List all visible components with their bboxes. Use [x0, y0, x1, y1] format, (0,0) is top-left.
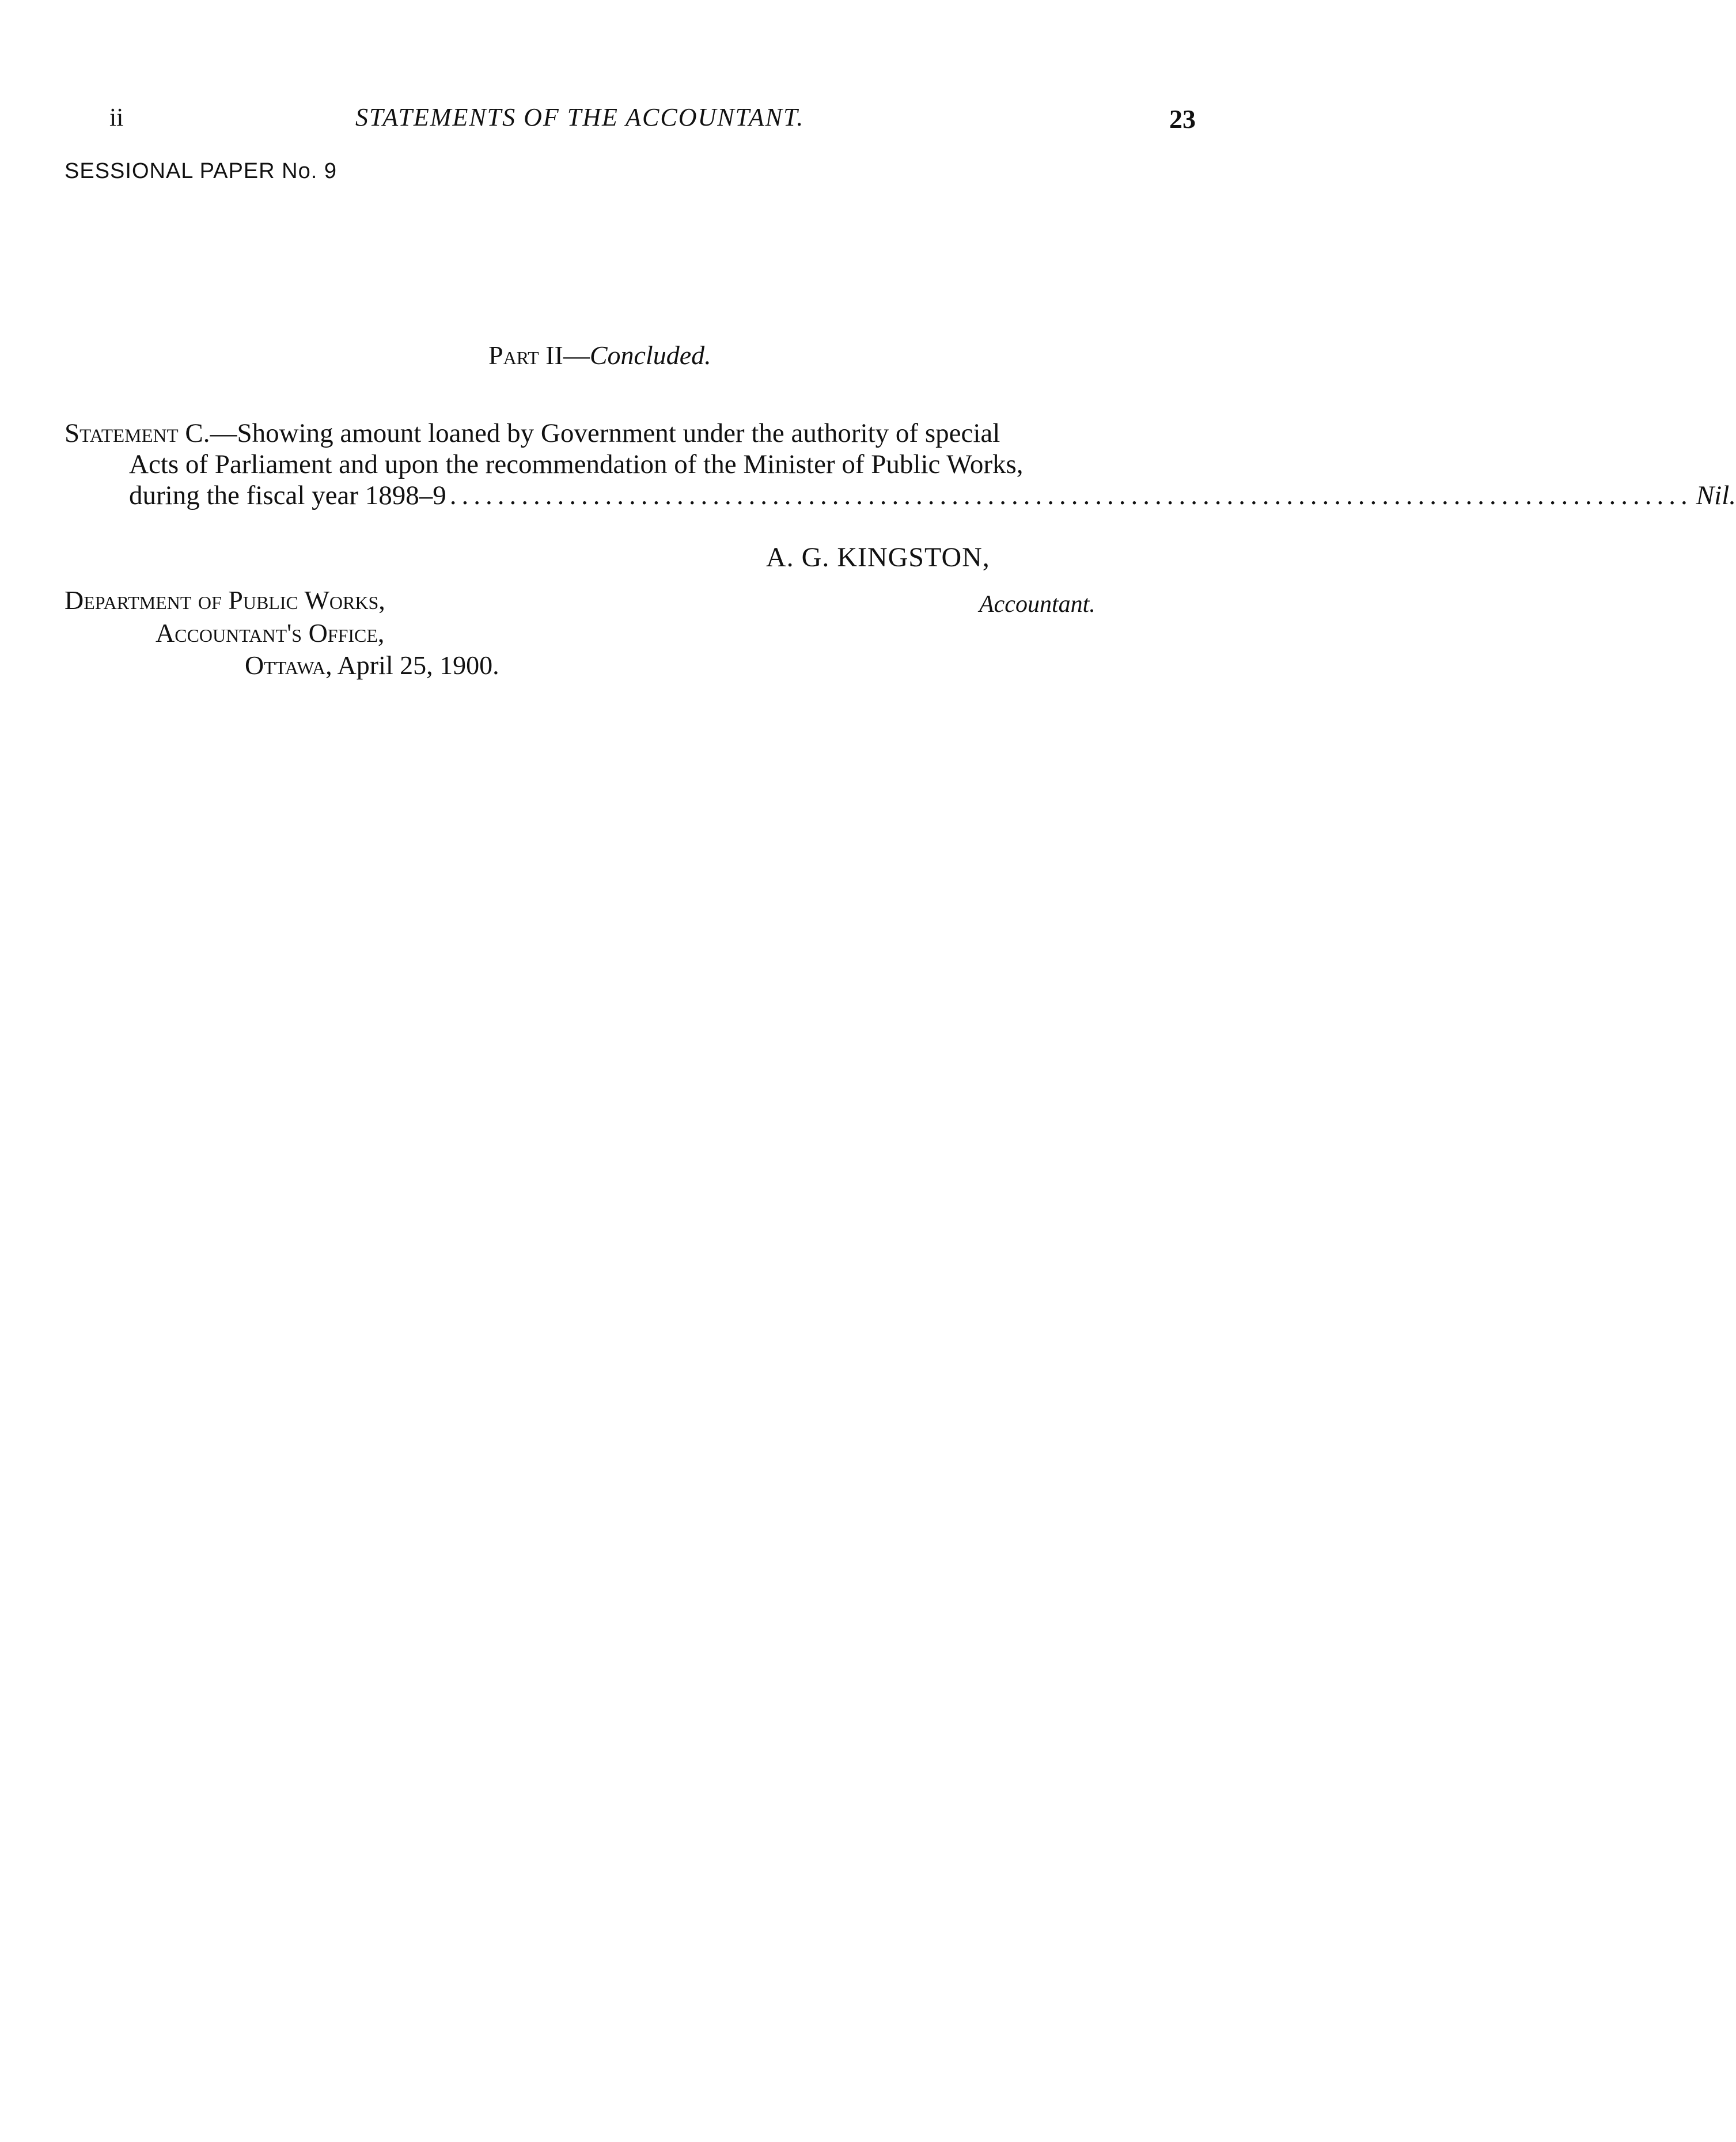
part-dash: —	[563, 340, 590, 370]
part-heading	[488, 340, 711, 370]
signer-title: Accountant.	[979, 591, 1096, 618]
address-place-date	[245, 650, 499, 680]
part-status: Concluded.	[589, 340, 711, 370]
address-department: Department of Public Works,	[65, 585, 385, 615]
address-place: Ottawa	[245, 650, 326, 680]
sessional-paper-label: SESSIONAL PAPER No. 9	[65, 159, 337, 183]
signer-name: A. G. KINGSTON,	[766, 542, 990, 573]
statement-line-2: Acts of Parliament and upon the recommendation of the Minister of Public Works,	[129, 449, 1024, 479]
dot-leader: ........................................................................................................	[449, 480, 1693, 510]
statement-amount: Nil.	[1696, 480, 1736, 510]
address-office: Accountant's Office,	[156, 618, 385, 648]
part-label: Part II	[488, 340, 563, 370]
statement-label: Statement	[65, 418, 179, 448]
statement-line-1-text: C.—Showing amount loaned by Government under the authority of special	[178, 418, 1000, 448]
running-title: STATEMENTS OF THE ACCOUNTANT.	[355, 103, 805, 131]
statement-line-1	[65, 418, 1193, 449]
statement-line-3	[65, 480, 1736, 511]
folio-numeral: ii	[109, 103, 124, 131]
statement-line-3-text: during the fiscal year 1898–9	[129, 480, 446, 510]
page-number: 23	[1169, 104, 1196, 134]
statement-c	[65, 418, 1736, 511]
address-date: , April 25, 1900.	[325, 650, 499, 680]
